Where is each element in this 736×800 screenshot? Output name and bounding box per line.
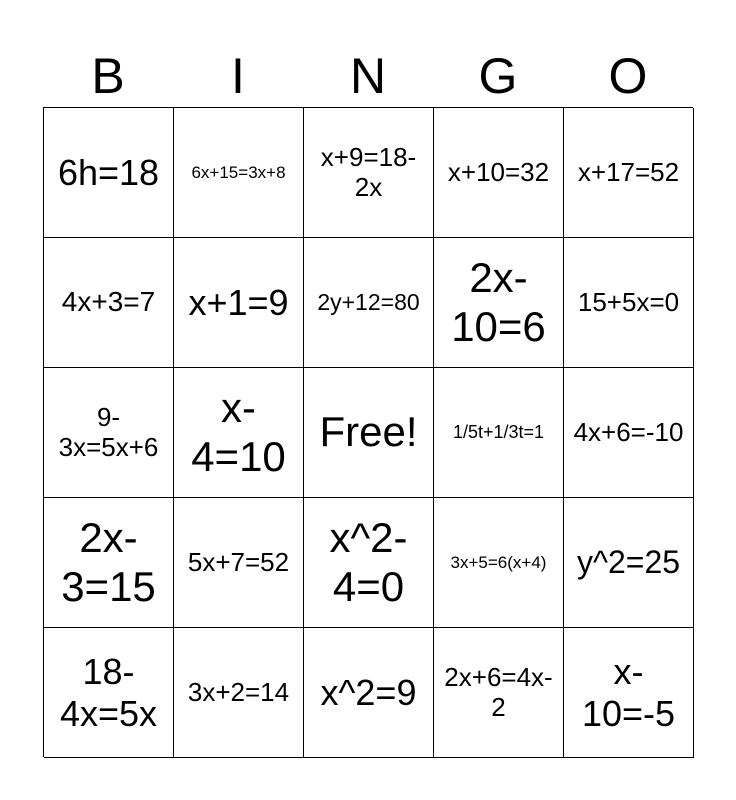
bingo-cell: y^2=25: [564, 498, 694, 628]
header-letter-i: I: [231, 48, 245, 104]
bingo-cell: 15+5x=0: [564, 238, 694, 368]
bingo-cell: 3x+5=6(x+4): [434, 498, 564, 628]
bingo-cell: 2x-10=6: [434, 238, 564, 368]
header-letter-g: G: [478, 48, 518, 104]
bingo-cell: 18-4x=5x: [44, 628, 174, 758]
bingo-cell: 6h=18: [44, 108, 174, 238]
header-letter-b: B: [91, 48, 125, 104]
header-letter-o: O: [608, 48, 648, 104]
bingo-cell: 2x-3=15: [44, 498, 174, 628]
bingo-card: [43, 107, 693, 757]
bingo-cell: 1/5t+1/3t=1: [434, 368, 564, 498]
bingo-cell: x+10=32: [434, 108, 564, 238]
bingo-cell: x+17=52: [564, 108, 694, 238]
bingo-cell: 9-3x=5x+6: [44, 368, 174, 498]
bingo-cell: x+9=18-2x: [304, 108, 434, 238]
bingo-cell: x^2=9: [304, 628, 434, 758]
bingo-cell: x-10=-5: [564, 628, 694, 758]
free-space-cell: Free!: [304, 368, 434, 498]
bingo-cell: 2y+12=80: [304, 238, 434, 368]
header-letter-n: N: [349, 48, 387, 104]
bingo-header: [43, 46, 693, 106]
bingo-cell: x^2-4=0: [304, 498, 434, 628]
bingo-cell: 3x+2=14: [174, 628, 304, 758]
bingo-cell: 2x+6=4x-2: [434, 628, 564, 758]
bingo-cell: 5x+7=52: [174, 498, 304, 628]
bingo-cell: x-4=10: [174, 368, 304, 498]
bingo-cell: x+1=9: [174, 238, 304, 368]
bingo-cell: 4x+6=-10: [564, 368, 694, 498]
bingo-cell: 4x+3=7: [44, 238, 174, 368]
bingo-cell: 6x+15=3x+8: [174, 108, 304, 238]
